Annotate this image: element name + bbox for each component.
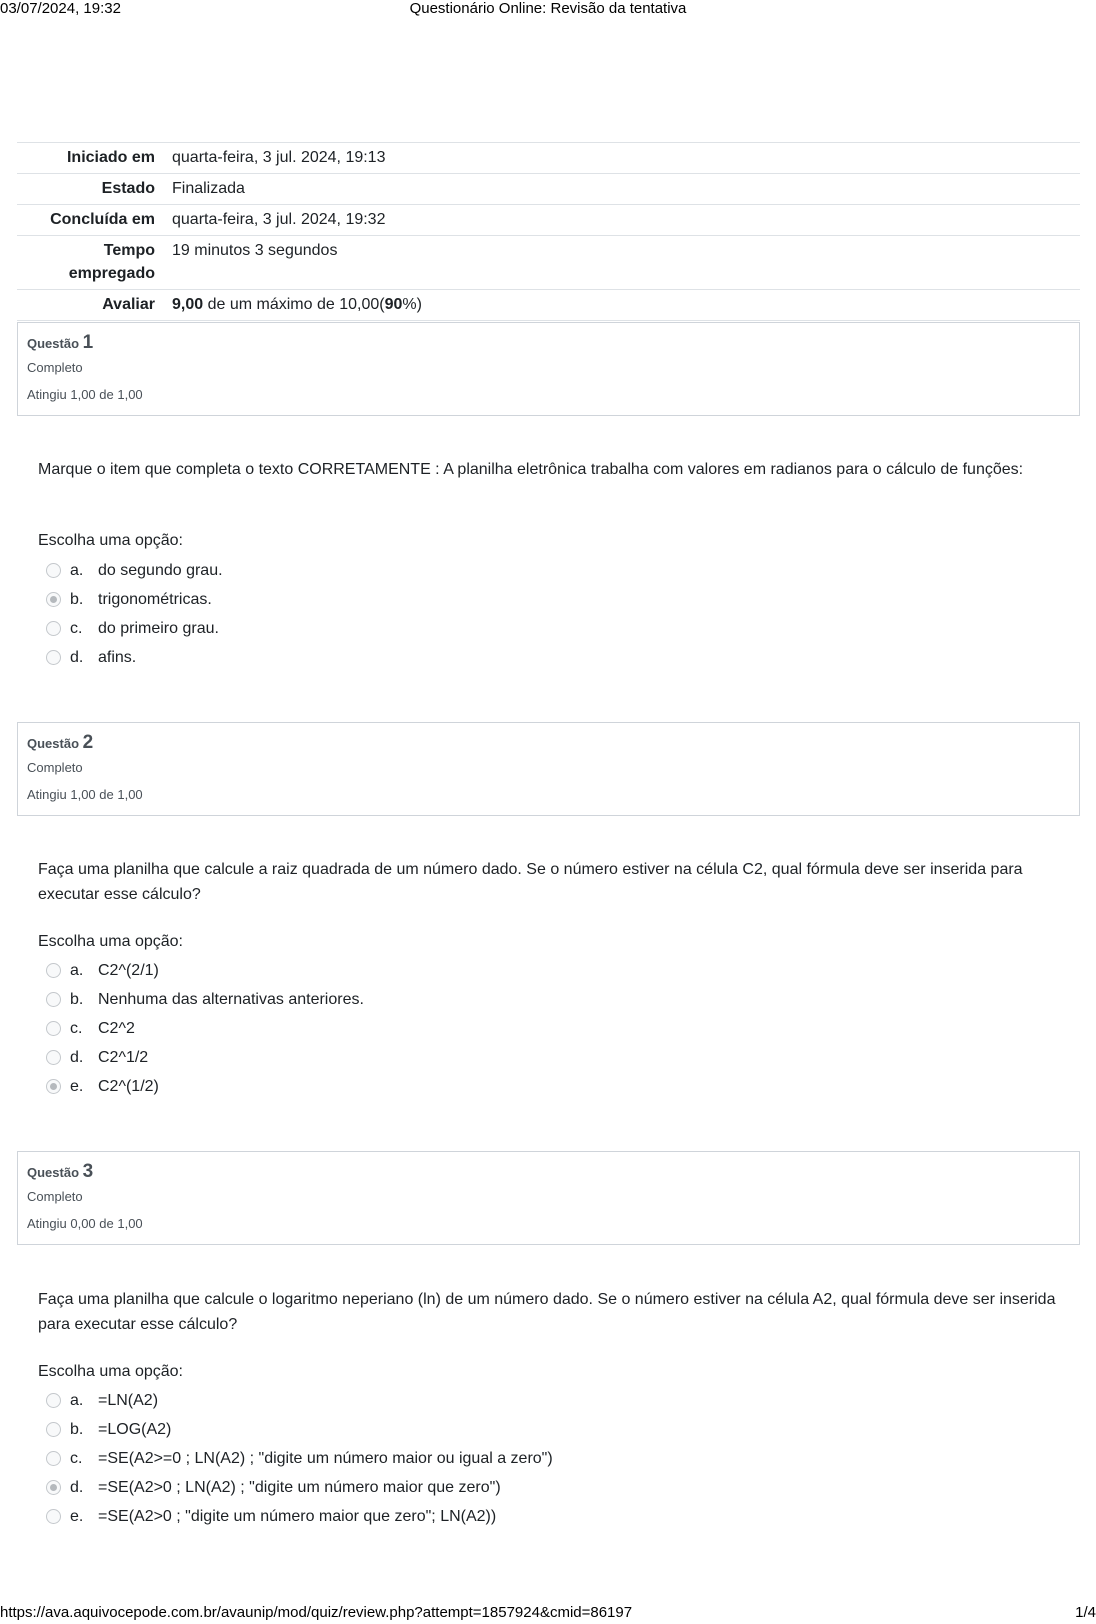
- option-letter: a.: [70, 561, 84, 579]
- answer-option-a[interactable]: [46, 556, 223, 585]
- question-label: Questão: [27, 1165, 80, 1180]
- print-footer: [0, 1604, 1096, 1624]
- option-letter: a.: [70, 1391, 84, 1409]
- state-label: Estado: [101, 180, 155, 197]
- option-letter: c.: [70, 1019, 83, 1037]
- question-mark: Atingiu 1,00 de 1,00: [27, 787, 143, 802]
- started-value: quarta-feira, 3 jul. 2024, 19:13: [172, 149, 386, 166]
- started-label: Iniciado em: [66, 149, 155, 166]
- question-mark: Atingiu 0,00 de 1,00: [27, 1216, 143, 1231]
- radio-button[interactable]: [46, 1422, 61, 1437]
- answer-option-e[interactable]: [46, 1072, 364, 1101]
- grade-value: [172, 293, 1080, 316]
- question-state: Completo: [27, 1189, 83, 1204]
- answer-option-d[interactable]: [46, 643, 223, 672]
- option-text: =LN(A2): [98, 1391, 159, 1409]
- summary-row-time: [17, 236, 1080, 290]
- question-text: Faça uma planilha que calcule o logaritmo neperiano (ln) de um número dado. Se o número estiver na célula A2, qual fórmula deve ser inserida para executar esse cálculo?: [38, 1291, 1056, 1333]
- radio-button-selected[interactable]: [46, 592, 61, 607]
- answer-option-a[interactable]: [46, 956, 364, 985]
- radio-button[interactable]: [46, 963, 61, 978]
- question-state: Completo: [27, 760, 83, 775]
- option-letter: b.: [70, 1420, 84, 1438]
- option-letter: b.: [70, 590, 84, 608]
- question-number: [27, 1160, 1070, 1184]
- answer-option-e[interactable]: [46, 1502, 553, 1531]
- completed-label: Concluída em: [50, 211, 155, 228]
- answer-option-b[interactable]: [46, 985, 364, 1014]
- radio-button[interactable]: [46, 992, 61, 1007]
- option-text: do segundo grau.: [98, 561, 223, 579]
- question-number-value: 2: [82, 732, 94, 753]
- answer-option-b[interactable]: [46, 585, 223, 614]
- option-text: C2^2: [98, 1019, 135, 1037]
- option-letter: d.: [70, 1478, 84, 1496]
- option-text: =SE(A2>0 ; LN(A2) ; "digite um número maior que zero"): [98, 1478, 501, 1496]
- option-letter: a.: [70, 961, 84, 979]
- attempt-summary-table: [17, 142, 1080, 321]
- option-letter: c.: [70, 1449, 83, 1467]
- time-value: 19 minutos 3 segundos: [172, 242, 338, 259]
- radio-button[interactable]: [46, 563, 61, 578]
- radio-button[interactable]: [46, 650, 61, 665]
- time-label-line-1: Tempo: [103, 242, 155, 259]
- summary-row-grade: [17, 290, 1080, 321]
- time-label-line-2: empregado: [68, 265, 155, 282]
- summary-row-started: [17, 143, 1080, 174]
- print-datetime: 03/07/2024, 19:32: [0, 0, 121, 17]
- option-text: C2^(1/2): [98, 1077, 159, 1095]
- option-text: do primeiro grau.: [98, 619, 219, 637]
- question-label: Questão: [27, 336, 80, 351]
- question-text: Faça uma planilha que calcule a raiz quadrada de um número dado. Se o número estiver na célula C2, qual fórmula deve ser inserida para executar esse cálculo?: [38, 861, 1023, 903]
- question-info-box: [17, 322, 1080, 416]
- question-state: Completo: [27, 360, 83, 375]
- print-page-number: 1/4: [1075, 1604, 1096, 1621]
- question-info-box: [17, 722, 1080, 816]
- state-value: Finalizada: [172, 180, 245, 197]
- option-letter: d.: [70, 648, 84, 666]
- grade-mid-text: de um máximo de 10,00(: [203, 296, 385, 313]
- grade-score: 9,00: [172, 296, 204, 313]
- option-text: C2^1/2: [98, 1048, 149, 1066]
- print-page-title: Questionário Online: Revisão da tentativa: [409, 0, 687, 17]
- answer-option-d[interactable]: [46, 1043, 364, 1072]
- question-mark: Atingiu 1,00 de 1,00: [27, 387, 143, 402]
- radio-button[interactable]: [46, 1509, 61, 1524]
- answer-option-c[interactable]: [46, 614, 223, 643]
- answer-options: [46, 556, 223, 672]
- answer-option-d[interactable]: [46, 1473, 553, 1502]
- question-number-value: 3: [82, 1161, 94, 1182]
- question-number: [27, 331, 1070, 355]
- print-url: https://ava.aquivocepode.com.br/avaunip/mod/quiz/review.php?attempt=1857924&cmid=86197: [0, 1604, 633, 1621]
- grade-percent: 90: [384, 296, 403, 313]
- summary-row-completed: [17, 205, 1080, 236]
- option-letter: e.: [70, 1077, 84, 1095]
- radio-button[interactable]: [46, 621, 61, 636]
- answer-options: [46, 956, 364, 1101]
- answer-option-b[interactable]: [46, 1415, 553, 1444]
- radio-button-selected[interactable]: [46, 1480, 61, 1495]
- question-number-value: 1: [82, 332, 94, 353]
- option-text: C2^(2/1): [98, 961, 159, 979]
- choose-option-prompt: Escolha uma opção:: [38, 933, 183, 950]
- choose-option-prompt: Escolha uma opção:: [38, 1363, 183, 1380]
- option-letter: c.: [70, 619, 83, 637]
- option-text: trigonométricas.: [98, 590, 212, 608]
- answer-option-a[interactable]: [46, 1386, 553, 1415]
- answer-option-c[interactable]: [46, 1444, 553, 1473]
- grade-end-text: %): [402, 296, 422, 313]
- option-letter: e.: [70, 1507, 84, 1525]
- question-label: Questão: [27, 736, 80, 751]
- option-text: Nenhuma das alternativas anteriores.: [98, 990, 364, 1008]
- question-info-box: [17, 1151, 1080, 1245]
- choose-option-prompt: Escolha uma opção:: [38, 532, 183, 549]
- answer-options: [46, 1386, 553, 1531]
- option-text: =SE(A2>0 ; "digite um número maior que zero"; LN(A2)): [98, 1507, 497, 1525]
- option-text: afins.: [98, 648, 137, 666]
- radio-button[interactable]: [46, 1451, 61, 1466]
- option-text: =SE(A2>=0 ; LN(A2) ; "digite um número maior ou igual a zero"): [98, 1449, 553, 1467]
- radio-button[interactable]: [46, 1393, 61, 1408]
- time-label: [17, 239, 172, 285]
- print-header: [0, 0, 1096, 18]
- question-number: [27, 731, 1070, 755]
- question-text: Marque o item que completa o texto CORRETAMENTE : A planilha eletrônica trabalha com valores em radianos para o cálculo de funções:: [38, 461, 1024, 478]
- radio-button[interactable]: [46, 1021, 61, 1036]
- radio-button-selected[interactable]: [46, 1079, 61, 1094]
- option-letter: b.: [70, 990, 84, 1008]
- option-text: =LOG(A2): [98, 1420, 172, 1438]
- summary-row-state: [17, 174, 1080, 205]
- grade-label: Avaliar: [102, 296, 155, 313]
- completed-value: quarta-feira, 3 jul. 2024, 19:32: [172, 211, 386, 228]
- answer-option-c[interactable]: [46, 1014, 364, 1043]
- radio-button[interactable]: [46, 1050, 61, 1065]
- option-letter: d.: [70, 1048, 84, 1066]
